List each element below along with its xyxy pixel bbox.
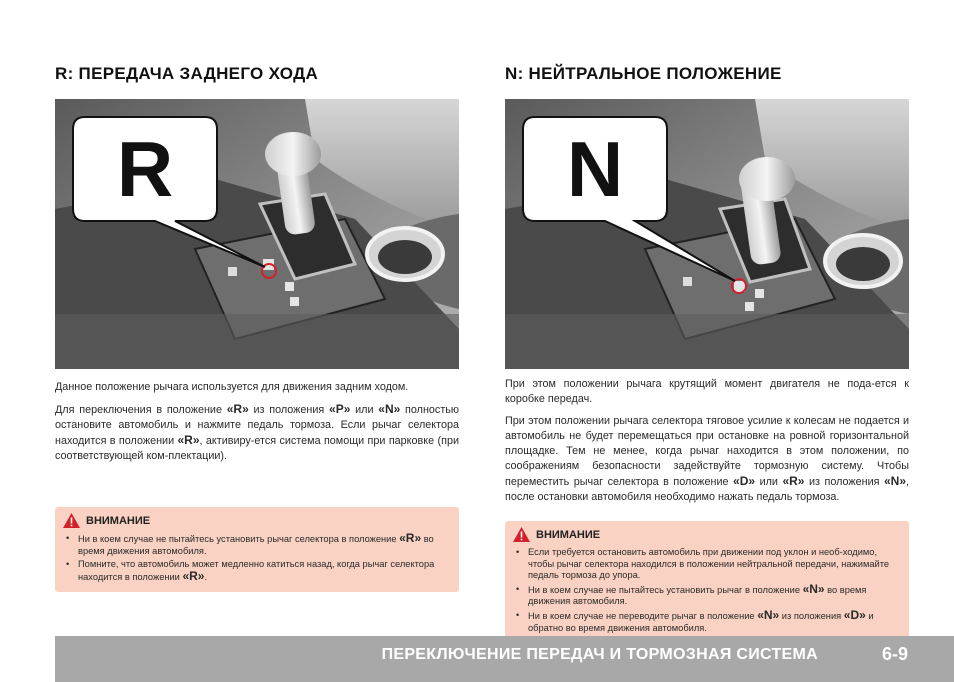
page-footer <box>55 636 954 682</box>
text-run: из положения <box>248 404 330 416</box>
gear-label: «D» <box>843 607 866 622</box>
gear-label: «R» <box>226 402 249 416</box>
gear-label: «N» <box>802 581 825 596</box>
text-run: Ни в коем случае не пытайтесь установить рычаг в положение <box>528 584 803 595</box>
warning-box <box>505 521 909 643</box>
text-run: . <box>204 571 208 582</box>
warning-triangle-icon <box>63 513 80 528</box>
paragraph <box>55 402 459 464</box>
list-item <box>63 559 449 583</box>
gear-label: «N» <box>883 474 906 488</box>
gear-selector-photo <box>505 99 909 369</box>
warning-header <box>63 513 449 528</box>
gear-label: «R» <box>177 433 200 447</box>
text-run: из положения <box>779 610 844 621</box>
text-run: из положения <box>804 476 884 488</box>
warning-title: ВНИМАНИЕ <box>536 528 601 541</box>
gear-selector-photo <box>55 99 459 369</box>
warning-triangle-icon <box>513 527 530 542</box>
gear-label: «D» <box>733 474 756 488</box>
chapter-title: ПЕРЕКЛЮЧЕНИЕ ПЕРЕДАЧ И ТОРМОЗНАЯ СИСТЕМА <box>381 646 818 663</box>
list-item <box>513 581 899 608</box>
list-item <box>513 607 899 634</box>
list-item: • Если требуется остановить автомобиль при движении под уклон и необ-ходимо, чтобы рычаг селектора находился в положении нейтральной передачи, нажимайте педаль тормоза до упора. <box>513 547 899 582</box>
body-text <box>55 380 459 471</box>
warning-title: ВНИМАНИЕ <box>86 514 151 527</box>
text-run: или <box>350 404 379 416</box>
gear-letter: R <box>116 125 174 213</box>
paragraph <box>505 414 909 505</box>
warning-list <box>63 533 449 583</box>
text-run: Помните, что автомобиль может медленно катиться назад, когда рычаг селектора находится в положении <box>78 559 435 582</box>
warning-header <box>513 527 899 542</box>
gear-label: «N» <box>757 607 780 622</box>
section-heading: N: НЕЙТРАЛЬНОЕ ПОЛОЖЕНИЕ <box>505 64 782 83</box>
text-run: полностью остановите автомобиль и нажмите педаль тормоза. Если рычаг селектора находится в положении <box>55 404 459 447</box>
gear-label: «R» <box>182 568 205 583</box>
text-run: и обратно во время движения автомобиля. <box>528 610 874 633</box>
text-run: Ни в коем случае не переводите рычаг в положение <box>528 610 758 621</box>
warning-box <box>55 507 459 592</box>
text-run: Для переключения в положение <box>55 404 227 416</box>
text-run: При этом положении рычага селектора тяговое усилие к колесам не подается и автомобиль не будет перемещаться при остановке на ровной горизонтальной площадке. Тем не менее, когда рычаг находится в этом положении, по соображениям безопасности задействуйте тормозную систему. Чтобы переместить рычаг селектора в положение <box>505 415 909 488</box>
list-item <box>63 533 449 557</box>
text-run: , после остановки автомобиля необходимо нажать педаль тормоза. <box>505 476 909 503</box>
body-text <box>505 377 909 512</box>
text-run: во время движения автомобиля. <box>78 534 434 556</box>
section-heading: R: ПЕРЕДАЧА ЗАДНЕГО ХОДА <box>55 64 319 83</box>
text-run: или <box>755 476 783 488</box>
paragraph: Данное положение рычага используется для движения задним ходом. <box>55 381 409 393</box>
gear-label: «N» <box>378 402 401 416</box>
text-run: , активиру-ется система помощи при парковке (при соответствующей ком-плектации). <box>55 435 459 462</box>
warning-list <box>513 547 899 634</box>
gear-label: «P» <box>329 402 351 416</box>
paragraph: При этом положении рычага крутящий момент двигателя не пода-ется к коробке передач. <box>505 378 909 405</box>
gear-label: «R» <box>782 474 805 488</box>
page-number: 6-9 <box>881 644 908 664</box>
text-run: во время движения автомобиля. <box>528 584 867 607</box>
gear-label: «R» <box>399 531 422 545</box>
text-run: Ни в коем случае не пытайтесь установить рычаг селектора в положение <box>78 534 400 544</box>
gear-letter: N <box>566 125 624 213</box>
